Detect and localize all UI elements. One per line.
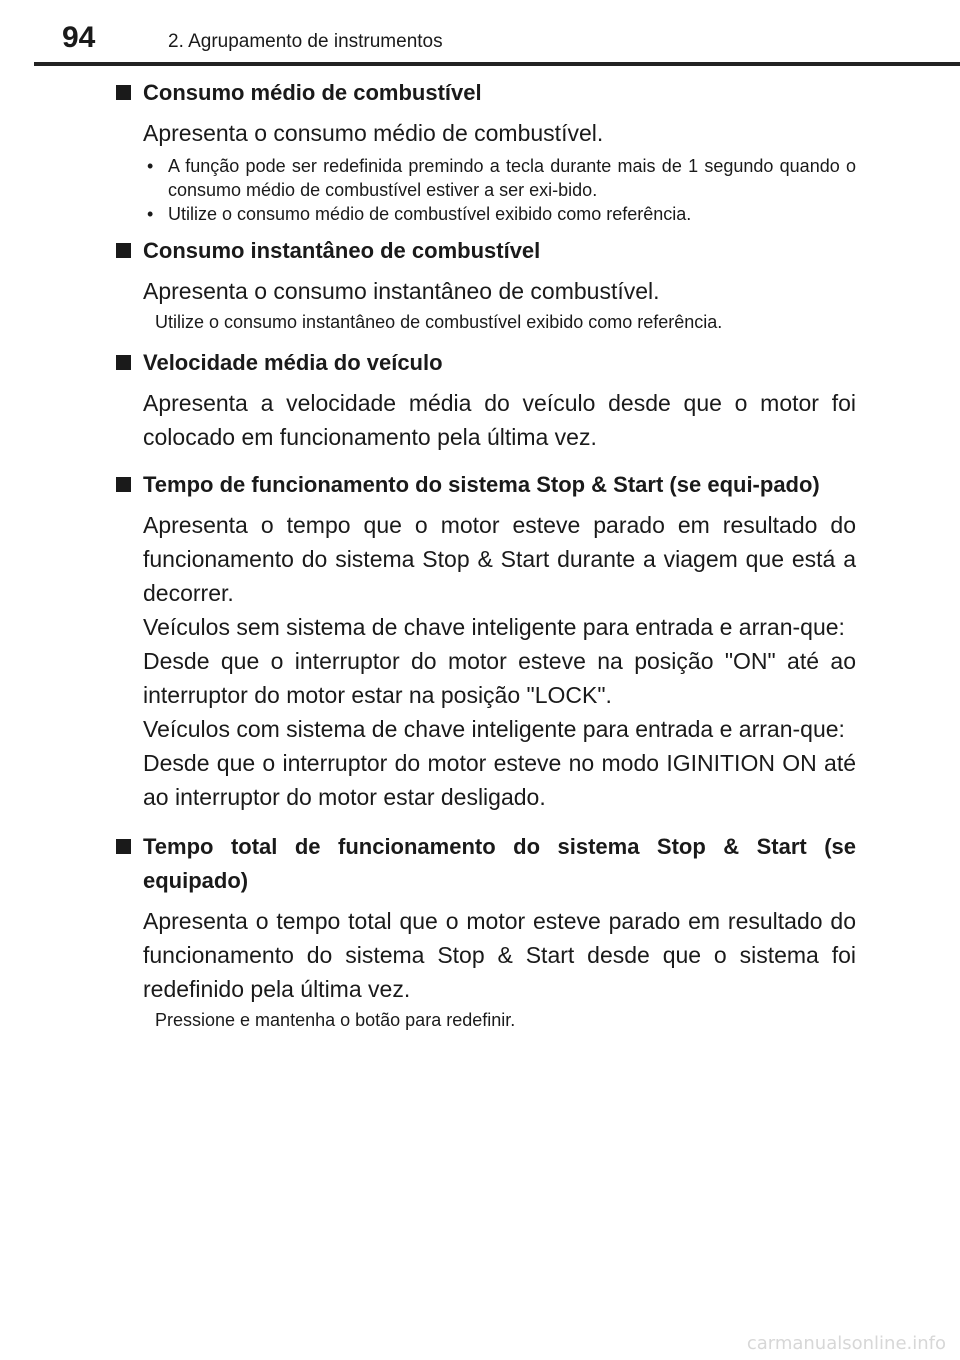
body-paragraph: Apresenta o tempo total que o motor esteve parado em resultado do funcionamento do sistema Stop & Start desde que o sistema foi redefinido pela última vez.	[143, 908, 856, 1002]
body-paragraph: Apresenta a velocidade média do veículo desde que o motor foi colocado em funcionamento pela última vez.	[143, 390, 856, 450]
section-heading	[0, 76, 960, 110]
square-bullet-icon	[116, 477, 131, 492]
bullet-list	[0, 154, 960, 226]
chapter-title: 2. Agrupamento de instrumentos	[168, 31, 443, 52]
body-paragraph: Apresenta o consumo médio de combustível.	[143, 120, 604, 146]
note-paragraph: Pressione e mantenha o botão para redefinir.	[155, 1010, 516, 1030]
bullet-dot-icon: •	[147, 156, 154, 176]
page-header	[0, 0, 960, 64]
bullet-dot-icon: •	[147, 204, 154, 224]
section-heading	[0, 234, 960, 268]
bullet-text: Utilize o consumo médio de combustível exibido como referência.	[168, 204, 692, 224]
section-heading-text: Consumo instantâneo de combustível	[143, 238, 541, 263]
section-stop-start-total-time	[0, 830, 960, 1032]
section-stop-start-time	[0, 468, 960, 814]
section-average-fuel-consumption	[0, 76, 960, 226]
section-heading-text: Tempo total de funcionamento do sistema Stop & Start (se equipado)	[143, 834, 856, 893]
section-heading	[0, 346, 960, 380]
section-heading-text: Consumo médio de combustível	[143, 80, 482, 105]
page-content	[0, 76, 960, 1032]
body-paragraph: Desde que o interruptor do motor esteve na posição "ON" até ao interruptor do motor estar na posição "LOCK".	[143, 648, 856, 708]
square-bullet-icon	[116, 839, 131, 854]
body-paragraph: Apresenta o consumo instantâneo de combustível.	[143, 278, 660, 304]
note-paragraph: Utilize o consumo instantâneo de combustível exibido como referência.	[155, 312, 723, 332]
section-heading-text: Tempo de funcionamento do sistema Stop & Start (se equi-pado)	[143, 472, 820, 497]
body-paragraph: Apresenta o tempo que o motor esteve parado em resultado do funcionamento do sistema Stop & Start durante a viagem que está a decorrer.	[143, 512, 856, 606]
watermark: carmanualsonline.info	[746, 1333, 946, 1354]
square-bullet-icon	[116, 355, 131, 370]
bullet-text: A função pode ser redefinida premindo a tecla durante mais de 1 segundo quando o consumo médio de combustível estiver a ser exi-bido.	[168, 156, 856, 200]
section-instant-fuel-consumption	[0, 234, 960, 334]
header-rule	[34, 62, 960, 66]
section-average-vehicle-speed	[0, 346, 960, 454]
page-number: 94	[62, 21, 96, 54]
body-paragraph: Veículos com sistema de chave inteligente para entrada e arran-que:	[143, 716, 845, 742]
section-heading-text: Velocidade média do veículo	[143, 350, 443, 375]
bullet-item	[0, 202, 856, 226]
body-paragraph: Desde que o interruptor do motor esteve no modo IGINITION ON até ao interruptor do motor estar desligado.	[143, 750, 856, 810]
square-bullet-icon	[116, 85, 131, 100]
square-bullet-icon	[116, 243, 131, 258]
bullet-item	[0, 154, 856, 202]
section-heading	[0, 830, 960, 898]
body-paragraph: Veículos sem sistema de chave inteligente para entrada e arran-que:	[143, 614, 845, 640]
section-heading	[0, 468, 960, 502]
